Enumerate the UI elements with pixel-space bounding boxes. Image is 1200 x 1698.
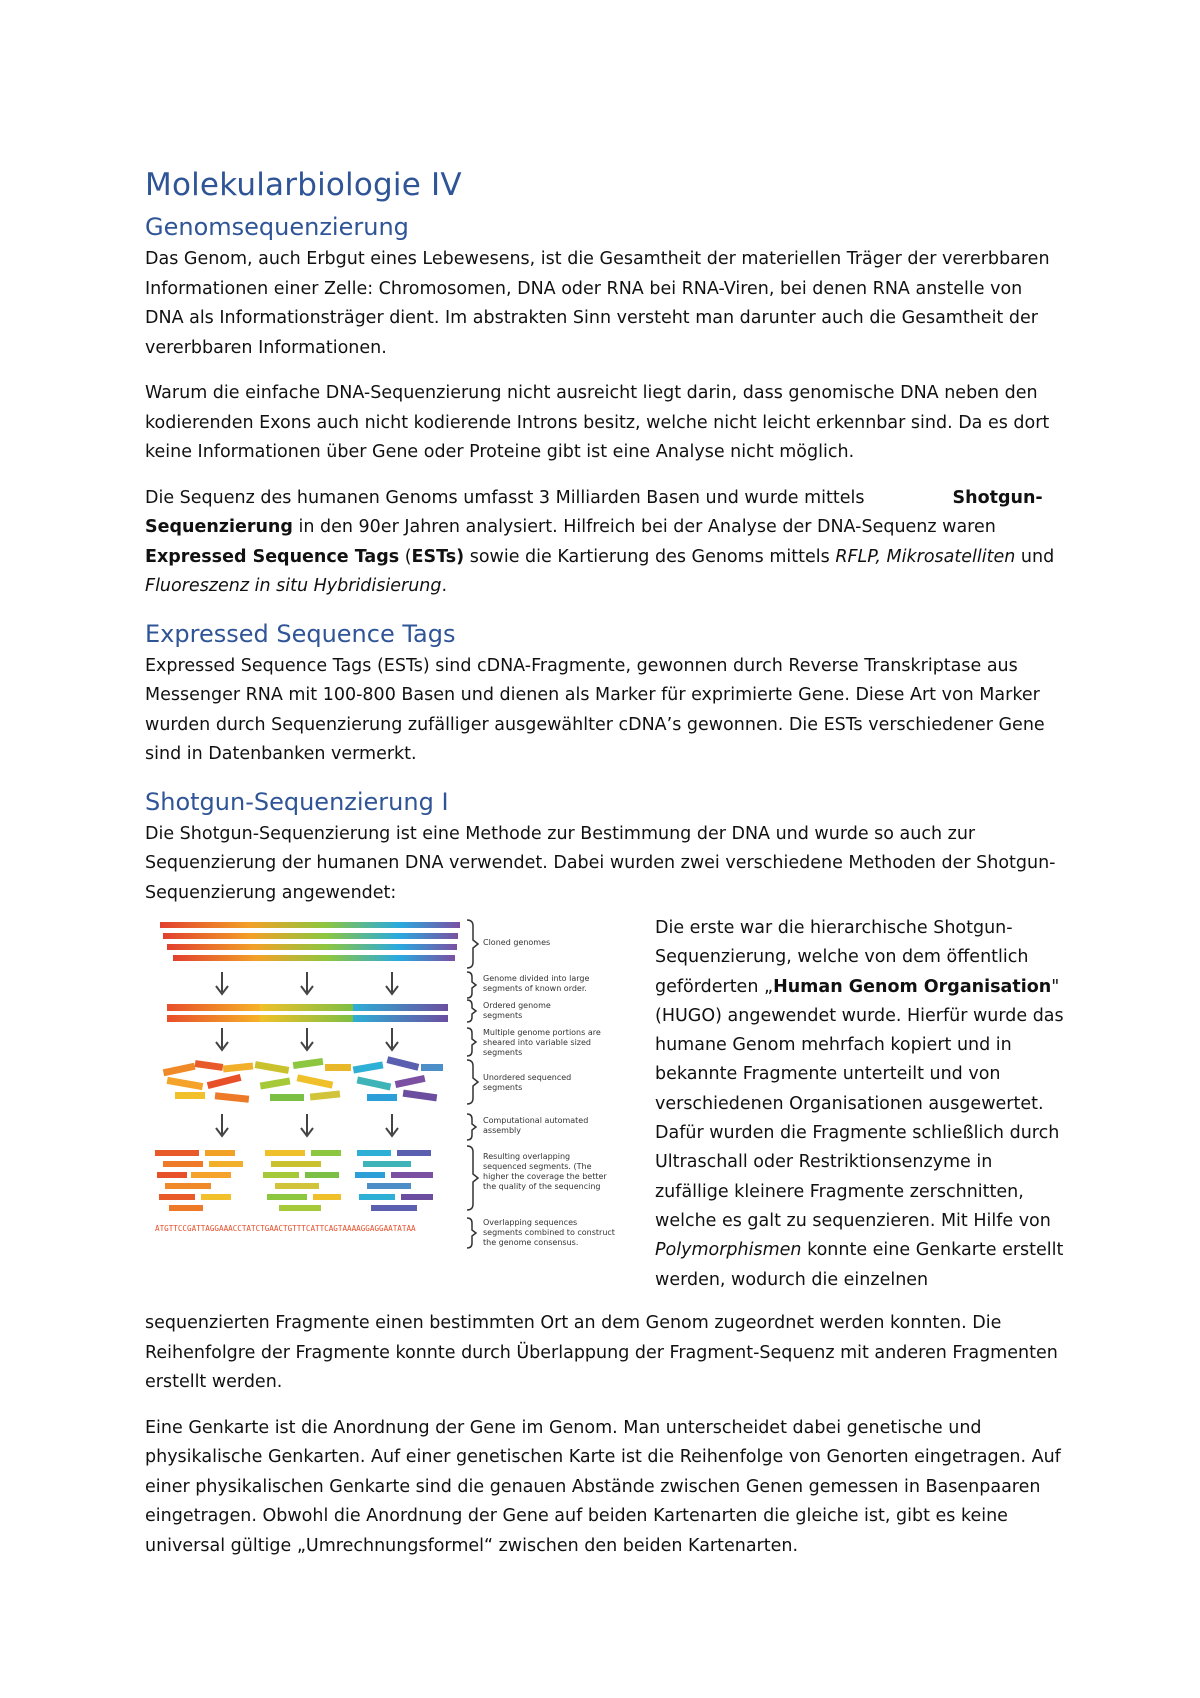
document-page bbox=[145, 165, 1065, 1577]
paragraph-genkarte: Eine Genkarte ist die Anordnung der Gene im Genom. Man unterscheidet dabei genetische und physikalische Genkarten. Auf einer genetischen Karte ist die Reihenfolge von Genorten eingetragen. Auf einer physikalischen Genkarte sind die genauen Abstände zwischen Genen gemessen in Basenpaaren eingetragen. Obwohl die Anordnung der Gene auf beiden Kartenarten die gleiche ist, gibt es keine universal gültige „Umrechnungsformel“ zwischen den beiden Kartenarten. bbox=[145, 1417, 1061, 1556]
svg-text:segments: segments bbox=[483, 1048, 523, 1057]
paragraph-est: Expressed Sequence Tags (ESTs) sind cDNA-Fragmente, gewonnen durch Reverse Transkriptase aus Messenger RNA mit 100-800 Basen und dienen als Marker für exprimierte Gene. Diese Art von Marker wurden durch Sequenzierung zufälliger ausgewählter cDNA’s gewonnen. Die ESTs verschiedener Gene sind in Datenbanken vermerkt. bbox=[145, 655, 1045, 764]
svg-text:Ordered genome: Ordered genome bbox=[483, 1001, 551, 1010]
svg-text:Cloned genomes: Cloned genomes bbox=[483, 938, 551, 947]
svg-text:the quality of the sequencing: the quality of the sequencing bbox=[483, 1182, 601, 1191]
svg-text:assembly: assembly bbox=[483, 1126, 521, 1135]
svg-text:sheared into variable sized: sheared into variable sized bbox=[483, 1038, 591, 1047]
unordered-fragments bbox=[163, 1056, 443, 1103]
svg-text:segments: segments bbox=[483, 1011, 523, 1020]
svg-text:Resulting overlapping: Resulting overlapping bbox=[483, 1152, 571, 1161]
svg-text:segments of known order.: segments of known order. bbox=[483, 984, 587, 993]
svg-text:segments: segments bbox=[483, 1083, 523, 1092]
arrow-icons-row2 bbox=[216, 1028, 398, 1050]
figure-row bbox=[145, 914, 1065, 1309]
heading-genomsequenzierung: Genomsequenzierung bbox=[145, 213, 409, 241]
paragraph-shotgun-intro: Die Shotgun-Sequenzierung ist eine Methode zur Bestimmung der DNA und wurde so auch zur Sequenzierung der humanen DNA verwendet. Dabei wurden zwei verschiedene Methoden der Shotgun-Sequenzierung angewendet: bbox=[145, 823, 1056, 903]
arrow-icons-row3 bbox=[216, 1114, 398, 1136]
svg-text:Multiple genome portions are: Multiple genome portions are bbox=[483, 1028, 601, 1037]
paragraph-genom-definition: Das Genom, auch Erbgut eines Lebewesens, ist die Gesamtheit der materiellen Träger der vererbbaren Informationen einer Zelle: Chromosomen, DNA oder RNA bei RNA-Viren, bei denen RNA anstelle von DNA als Informationsträger dient. Im abstrakten Sinn versteht man darunter auch die Gesamtheit der vererbbaren Informationen. bbox=[145, 249, 1050, 358]
heading-shotgun-sequenzierung: Shotgun-Sequenzierung I bbox=[145, 787, 449, 816]
overlapping-segments bbox=[155, 1150, 433, 1211]
cloned-genome-bars bbox=[160, 922, 460, 961]
arrow-icons-row1 bbox=[216, 972, 398, 994]
svg-text:sequenced segments. (The: sequenced segments. (The bbox=[483, 1162, 592, 1171]
page-title: Molekularbiologie IV bbox=[145, 167, 462, 203]
svg-text:Overlapping sequences: Overlapping sequences bbox=[483, 1218, 578, 1227]
paragraph-dna-sequenzierung: Warum die einfache DNA-Sequenzierung nicht ausreicht liegt darin, dass genomische DNA neben den kodierenden Exons auch nicht kodierende Introns besitz, welche nicht leicht erkennbar sind. Da es dort keine Informationen über Gene oder Proteine gibt ist eine Analyse nicht möglich. bbox=[145, 383, 1050, 462]
paragraph-hierarchical-shotgun: Die erste war die hierarchische Shotgun-Sequenzierung, welche von dem öffentlich geförderten „Human Genom Organisation" (HUGO) angewendet wurde. Hierfür wurde das humane Genom mehrfach kopiert und in bekannte Fragmente unterteilt und von verschiedenen Organisationen ausgewertet. Dafür wurden die Fragmente schließlich durch Ultraschall oder Restriktionsenzyme in zufällige kleinere Fragmente zerschnitten, welche es galt zu sequenzieren. Mit Hilfe von Polymorphismen konnte eine Genkarte erstellt werden, wodurch die einzelnen bbox=[655, 918, 1064, 1290]
svg-text:Unordered sequenced: Unordered sequenced bbox=[483, 1073, 572, 1082]
heading-expressed-sequence-tags: Expressed Sequence Tags bbox=[145, 619, 456, 648]
shotgun-sequencing-figure bbox=[145, 914, 645, 1264]
ordered-segments bbox=[167, 1004, 448, 1022]
svg-text:higher the coverage the better: higher the coverage the better bbox=[483, 1172, 607, 1181]
figure-labels bbox=[483, 938, 615, 1247]
paragraph-humanes-genom: Die Sequenz des humanen Genoms umfasst 3 Milliarden Basen und wurde mittels Shotgun-Sequenzierung in den 90er Jahren analysiert. Hilfreich bei der Analyse der DNA-Sequenz waren Expressed Sequence Tags (ESTs) sowie die Kartierung des Genoms mittels RFLP, Mikrosatelliten und Fluoreszenz in situ Hybridisierung. bbox=[145, 487, 1055, 596]
consensus-sequence: ATGTTCCGATTAGGAAACCTATCTGAACTGTTTCATTCAGTAAAAGGAGGAATATAA bbox=[155, 1224, 416, 1233]
svg-text:Computational automated: Computational automated bbox=[483, 1116, 589, 1125]
bracket-icons bbox=[467, 920, 478, 1248]
svg-text:Genome divided into large: Genome divided into large bbox=[483, 974, 590, 983]
svg-text:segments combined to construct: segments combined to construct bbox=[483, 1228, 615, 1237]
svg-text:the genome consensus.: the genome consensus. bbox=[483, 1238, 579, 1247]
paragraph-fragment-order: sequenzierten Fragmente einen bestimmten Ort an dem Genom zugeordnet werden konnten. Die Reihenfolgre der Fragmente konnte durch Überlappung der Fragment-Sequenz mit anderen Fragmenten erstellt werden. bbox=[145, 1313, 1058, 1392]
